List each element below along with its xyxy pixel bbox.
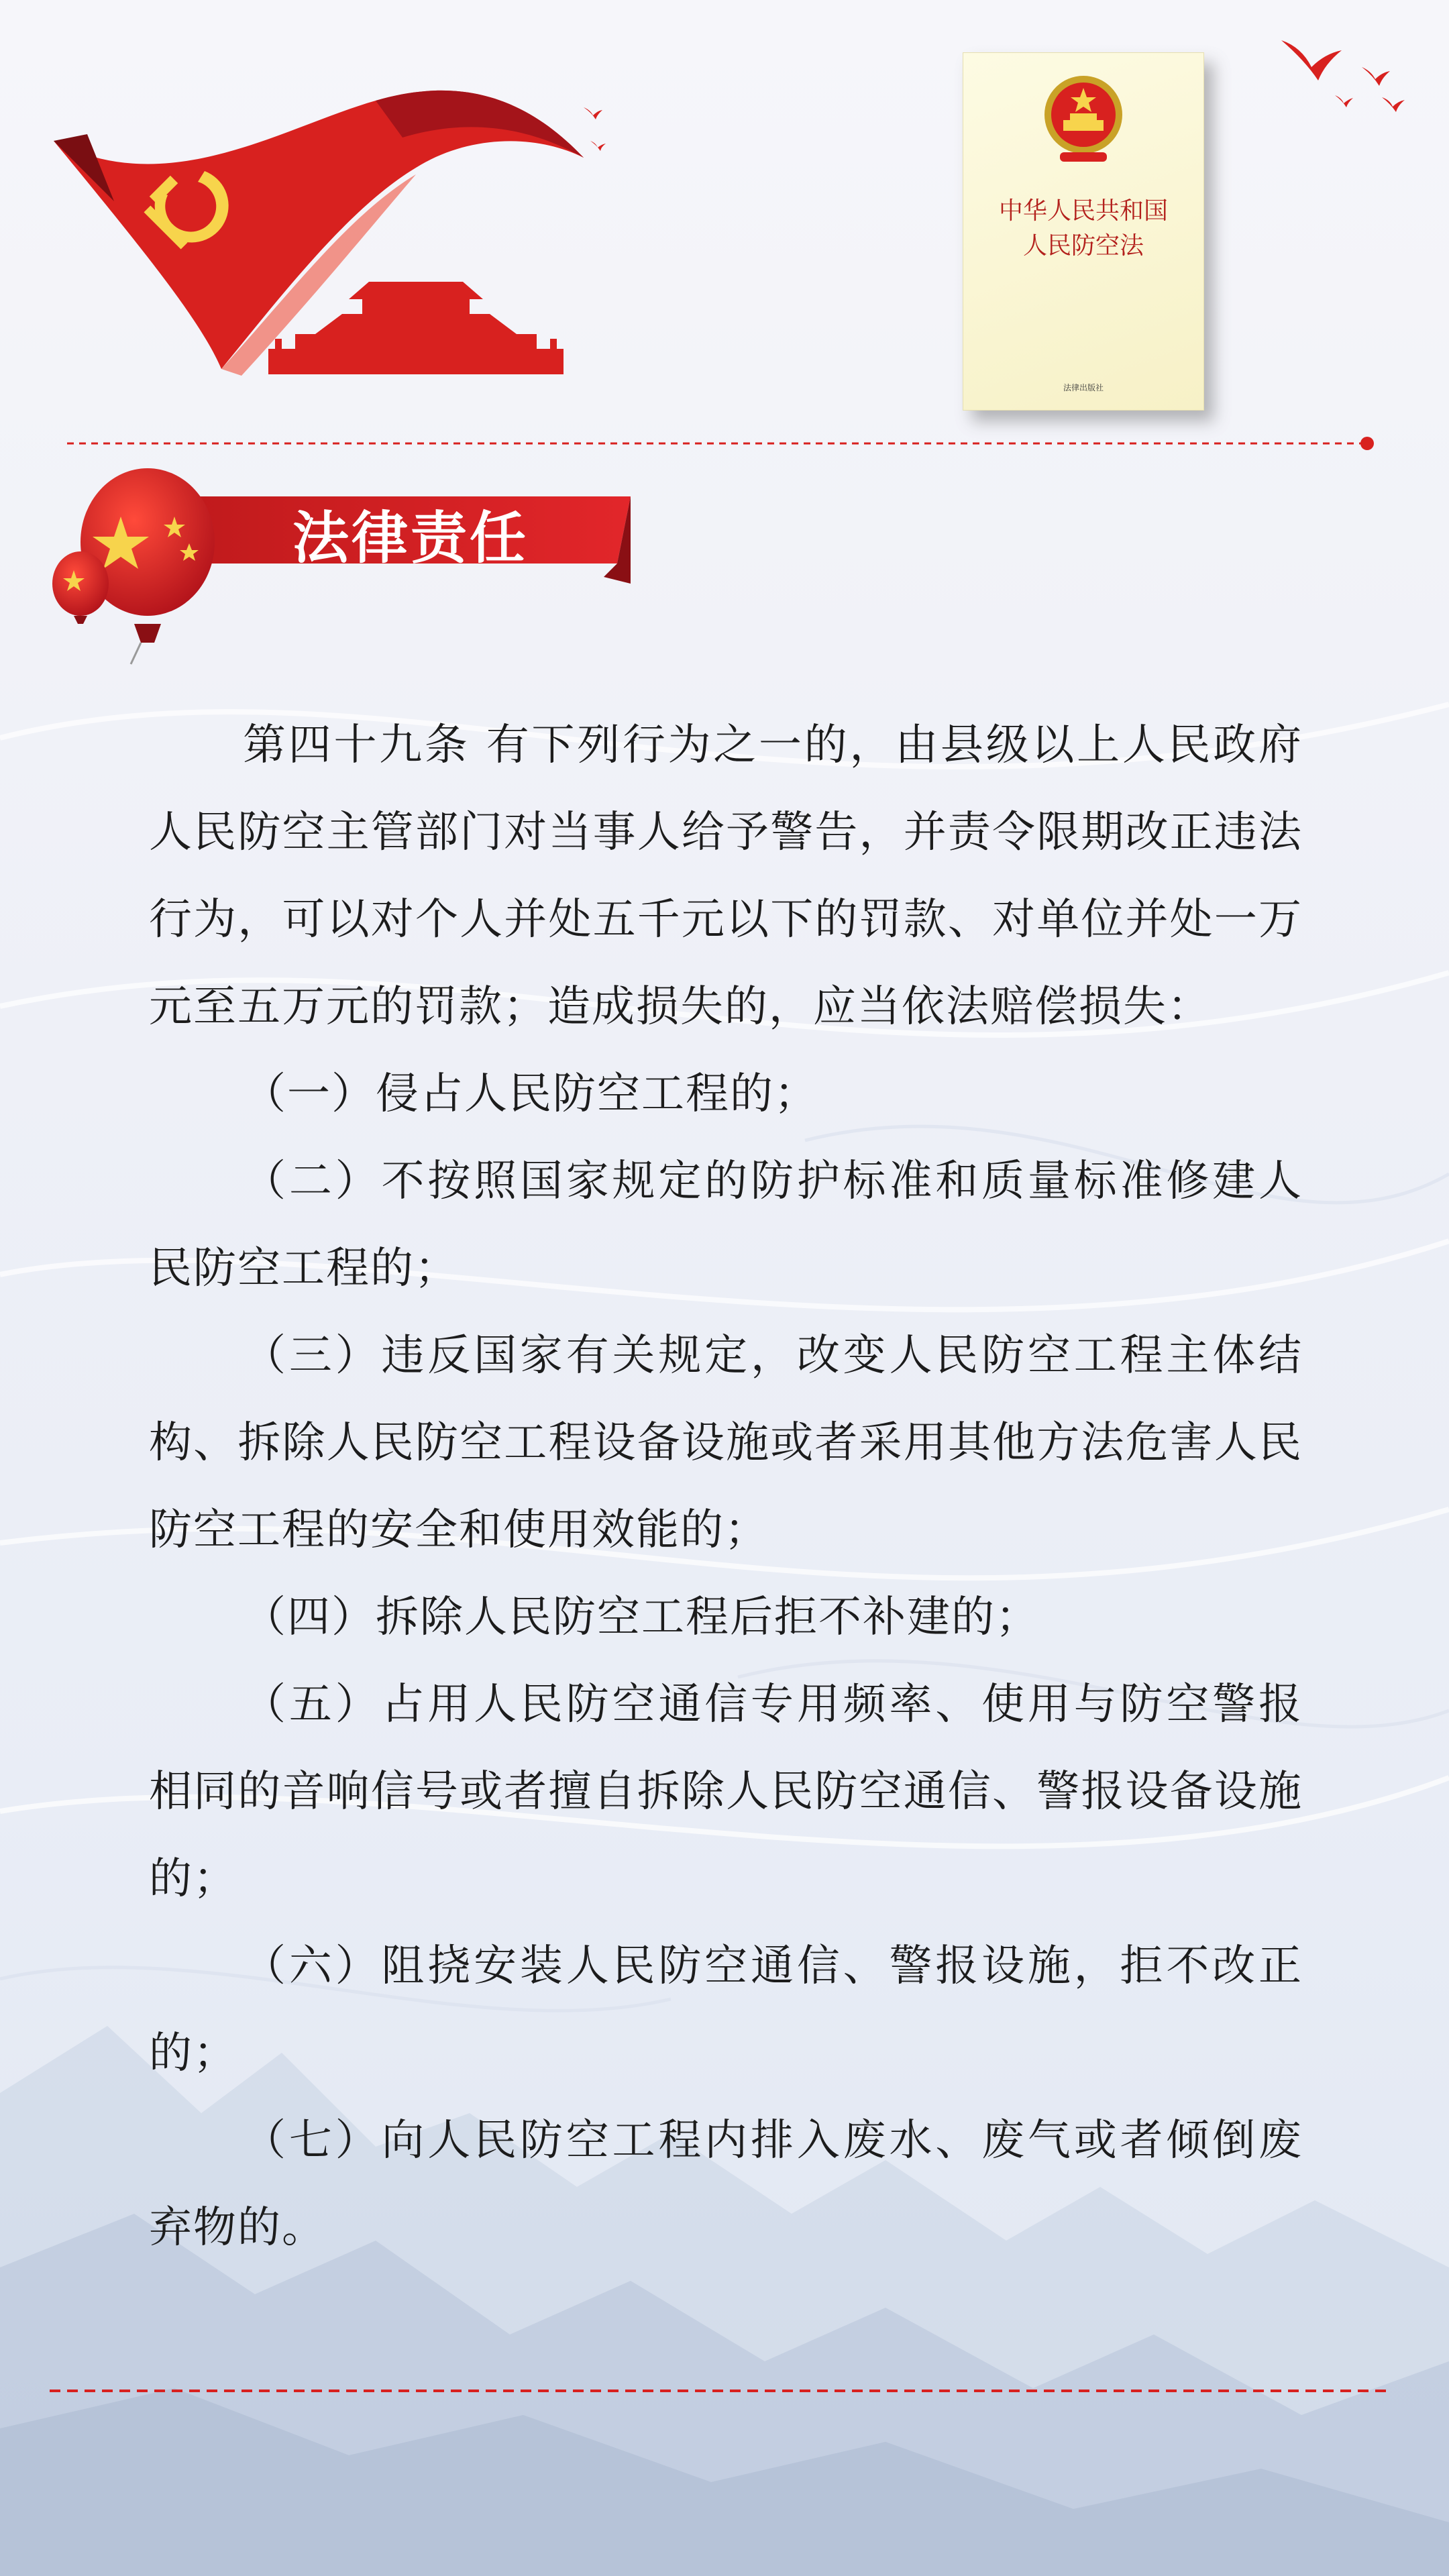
article-item: （五）占用人民防空通信专用频率、使用与防空警报相同的音响信号或者擅自拆除人民防空通信、警报设备设施的； — [149, 1680, 1303, 1904]
book-title-line2: 人民防空法 — [1022, 232, 1144, 260]
balloon-small-icon — [52, 551, 109, 624]
article-item: （一）侵占人民防空工程的； — [243, 1069, 818, 1119]
article-item: （七）向人民防空工程内排入废水、废气或者倾倒废弃物的。 — [149, 2116, 1303, 2253]
article-paragraph: 第四十九条 有下列行为之一的，由县级以上人民政府人民防空主管部门对当事人给予警告，并责令限期改正违法行为，可以对个人并处五千元以下的罚款、对单位并处一万元至五万元的罚款；造成损失的，应当依法赔偿损失： — [149, 720, 1303, 1032]
article-item: （三）违反国家有关规定，改变人民防空工程主体结构、拆除人民防空工程设备设施或者采用其他方法危害人民防空工程的安全和使用效能的； — [149, 1331, 1303, 1555]
article-item: （六）阻挠安装人民防空通信、警报设施，拒不改正的； — [149, 1941, 1303, 2078]
article-item: （四）拆除人民防空工程后拒不补建的； — [243, 1593, 1040, 1642]
national-emblem-icon — [1040, 73, 1127, 167]
section-title: 法律责任 — [292, 505, 529, 571]
header-decoration — [0, 0, 1449, 470]
article-body — [149, 702, 1303, 2271]
book-publisher: 法律出版社 — [1063, 383, 1104, 392]
article-item: （二）不按照国家规定的防护标准和质量标准修建人民防空工程的； — [149, 1157, 1303, 1293]
book-title-line1: 中华人民共和国 — [998, 197, 1168, 225]
book-title — [963, 194, 1203, 264]
law-book — [963, 52, 1204, 411]
divider-top — [67, 433, 1375, 453]
divider-bottom — [50, 2384, 1391, 2398]
